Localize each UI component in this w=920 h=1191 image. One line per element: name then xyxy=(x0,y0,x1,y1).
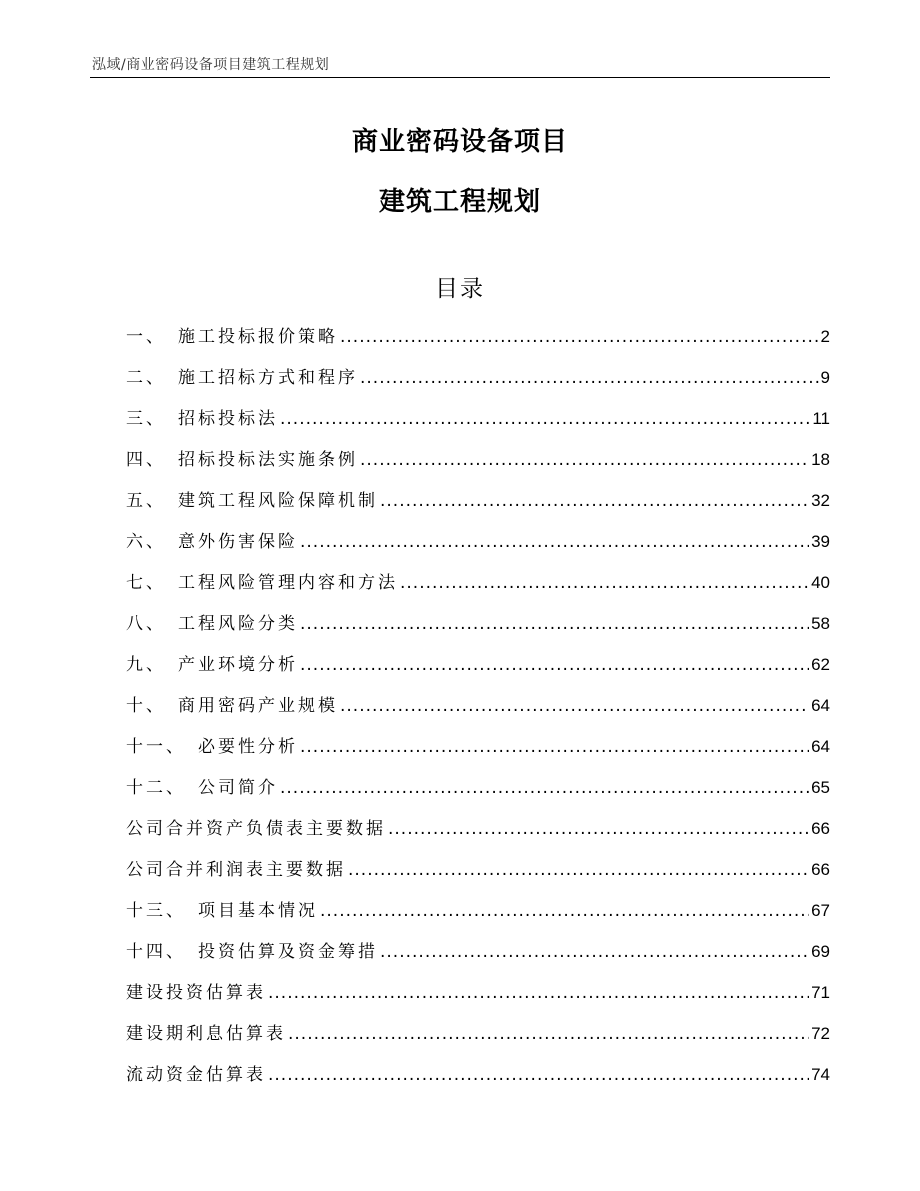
toc-entry[interactable] xyxy=(126,446,830,487)
toc-entry-title: 产业环境分析 xyxy=(178,655,298,675)
toc-entry-title: 工程风险管理内容和方法 xyxy=(178,573,398,593)
toc-entry-title: 流动资金估算表 xyxy=(126,1065,266,1085)
toc-entry-page: 40 xyxy=(811,573,830,592)
toc-entry-number: 十四、 xyxy=(126,942,186,962)
toc-entry[interactable] xyxy=(126,487,830,528)
toc-dot-leader xyxy=(268,979,809,1007)
table-of-contents xyxy=(126,323,830,1102)
toc-entry[interactable] xyxy=(126,692,830,733)
toc-entry-page: 64 xyxy=(811,696,830,715)
toc-entry[interactable] xyxy=(126,323,830,364)
toc-entry-page: 66 xyxy=(811,819,830,838)
toc-entry[interactable] xyxy=(126,651,830,692)
toc-entry-number: 十、 xyxy=(126,696,166,716)
toc-entry-title: 建设投资估算表 xyxy=(126,983,266,1003)
toc-entry-title: 意外伤害保险 xyxy=(178,532,298,552)
toc-dot-leader xyxy=(300,610,809,638)
toc-entry[interactable] xyxy=(126,1020,830,1061)
toc-entry-number: 二、 xyxy=(126,368,166,388)
toc-entry-title: 必要性分析 xyxy=(198,737,298,757)
toc-entry-number: 十三、 xyxy=(126,901,186,921)
toc-entry-title: 建设期利息估算表 xyxy=(126,1024,286,1044)
toc-entry[interactable] xyxy=(126,733,830,774)
toc-dot-leader xyxy=(340,323,819,351)
toc-entry-title: 项目基本情况 xyxy=(198,901,318,921)
toc-entry[interactable] xyxy=(126,774,830,815)
toc-entry[interactable] xyxy=(126,815,830,856)
toc-entry[interactable] xyxy=(126,569,830,610)
toc-entry-page: 67 xyxy=(811,901,830,920)
toc-entry-number: 六、 xyxy=(126,532,166,552)
toc-entry-number: 七、 xyxy=(126,573,166,593)
header-rule xyxy=(90,77,830,78)
toc-entry-number: 八、 xyxy=(126,614,166,634)
toc-entry-title: 公司简介 xyxy=(198,778,278,798)
toc-entry[interactable] xyxy=(126,610,830,651)
toc-entry[interactable] xyxy=(126,856,830,897)
toc-dot-leader xyxy=(380,487,809,515)
toc-entry-page: 2 xyxy=(820,327,830,346)
header-text: 泓域/商业密码设备项目建筑工程规划 xyxy=(92,57,330,73)
toc-entry-page: 71 xyxy=(811,983,830,1002)
toc-dot-leader xyxy=(300,528,809,556)
toc-dot-leader xyxy=(388,815,809,843)
toc-entry-page: 69 xyxy=(811,942,830,961)
toc-dot-leader xyxy=(320,897,809,925)
toc-dot-leader xyxy=(300,651,809,679)
toc-entry-title: 公司合并利润表主要数据 xyxy=(126,860,346,880)
toc-heading: 目录 xyxy=(435,276,485,302)
toc-entry-page: 66 xyxy=(811,860,830,879)
toc-dot-leader xyxy=(300,733,809,761)
toc-entry-number: 十二、 xyxy=(126,778,186,798)
toc-entry-title: 招标投标法实施条例 xyxy=(178,450,358,470)
document-title-line2: 建筑工程规划 xyxy=(378,187,541,217)
toc-dot-leader xyxy=(360,446,809,474)
toc-entry-number: 九、 xyxy=(126,655,166,675)
toc-entry-page: 74 xyxy=(811,1065,830,1084)
toc-entry-page: 62 xyxy=(811,655,830,674)
toc-entry-page: 32 xyxy=(811,491,830,510)
toc-entry[interactable] xyxy=(126,979,830,1020)
toc-entry[interactable] xyxy=(126,364,830,405)
toc-entry-title: 工程风险分类 xyxy=(178,614,298,634)
toc-dot-leader xyxy=(380,938,809,966)
toc-entry[interactable] xyxy=(126,405,830,446)
toc-dot-leader xyxy=(360,364,819,392)
toc-dot-leader xyxy=(348,856,809,884)
toc-entry[interactable] xyxy=(126,1061,830,1102)
toc-entry-page: 18 xyxy=(811,450,830,469)
toc-entry[interactable] xyxy=(126,528,830,569)
toc-entry[interactable] xyxy=(126,938,830,979)
toc-entry-page: 9 xyxy=(820,368,830,387)
toc-entry-title: 施工投标报价策略 xyxy=(178,327,338,347)
toc-dot-leader xyxy=(268,1061,809,1089)
toc-entry-number: 一、 xyxy=(126,327,166,347)
toc-entry-title: 招标投标法 xyxy=(178,409,278,429)
toc-entry-page: 58 xyxy=(811,614,830,633)
toc-entry-page: 39 xyxy=(811,532,830,551)
toc-dot-leader xyxy=(400,569,809,597)
toc-entry-page: 11 xyxy=(812,409,830,428)
toc-dot-leader xyxy=(280,405,810,433)
toc-entry-number: 四、 xyxy=(126,450,166,470)
toc-entry-title: 公司合并资产负债表主要数据 xyxy=(126,819,386,839)
toc-entry-page: 65 xyxy=(811,778,830,797)
toc-dot-leader xyxy=(288,1020,809,1048)
toc-dot-leader xyxy=(340,692,809,720)
toc-entry-page: 72 xyxy=(811,1024,830,1043)
toc-entry-title: 建筑工程风险保障机制 xyxy=(178,491,378,511)
toc-entry-title: 投资估算及资金筹措 xyxy=(198,942,378,962)
toc-dot-leader xyxy=(280,774,809,802)
toc-entry-number: 五、 xyxy=(126,491,166,511)
toc-entry[interactable] xyxy=(126,897,830,938)
toc-entry-number: 三、 xyxy=(126,409,166,429)
toc-entry-page: 64 xyxy=(811,737,830,756)
toc-entry-number: 十一、 xyxy=(126,737,186,757)
toc-entry-title: 施工招标方式和程序 xyxy=(178,368,358,388)
document-title-line1: 商业密码设备项目 xyxy=(351,127,568,157)
toc-entry-title: 商用密码产业规模 xyxy=(178,696,338,716)
